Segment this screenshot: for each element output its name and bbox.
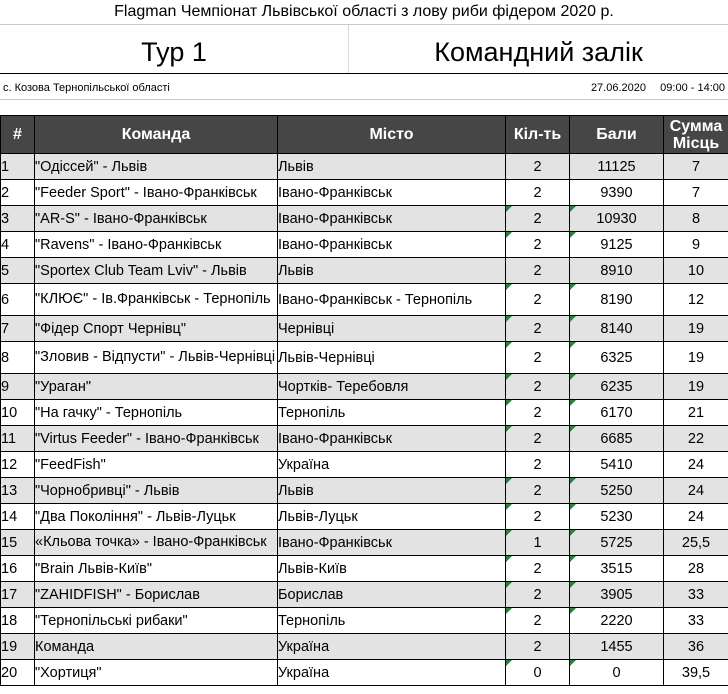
sheet-title: Flagman Чемпіонат Львівської області з лову риби фідером 2020 р. [0, 0, 728, 25]
cell-qty[interactable]: 2 [506, 232, 570, 258]
cell-city[interactable]: Україна [278, 452, 506, 478]
table-row [1, 530, 728, 556]
standings-title: Командний залік [434, 37, 643, 67]
table-row [1, 400, 728, 426]
cell-points[interactable]: 8190 [570, 284, 664, 316]
cell-places[interactable]: 8 [664, 206, 728, 232]
cell-points[interactable]: 6235 [570, 374, 664, 400]
cell-city[interactable]: Львів-Київ [278, 556, 506, 582]
cell-places[interactable]: 21 [664, 400, 728, 426]
cell-city[interactable]: Львів [278, 478, 506, 504]
cell-places[interactable]: 19 [664, 342, 728, 374]
cell-places[interactable]: 22 [664, 426, 728, 452]
cell-points[interactable]: 5250 [570, 478, 664, 504]
cell-points[interactable]: 5410 [570, 452, 664, 478]
cell-places[interactable]: 25,5 [664, 530, 728, 556]
cell-places[interactable]: 7 [664, 180, 728, 206]
table-row [1, 284, 728, 316]
cell-points[interactable]: 9390 [570, 180, 664, 206]
cell-num[interactable]: 7 [1, 316, 35, 342]
cell-num[interactable]: 3 [1, 206, 35, 232]
cell-places[interactable]: 28 [664, 556, 728, 582]
column-header-num[interactable]: # [1, 116, 35, 154]
cell-qty[interactable]: 2 [506, 154, 570, 180]
cell-num[interactable]: 2 [1, 180, 35, 206]
cell-places[interactable]: 7 [664, 154, 728, 180]
table-row [1, 582, 728, 608]
cell-qty[interactable]: 0 [506, 660, 570, 686]
table-row [1, 426, 728, 452]
column-header-qty[interactable]: Кіл-ть [506, 116, 570, 154]
cell-points[interactable]: 1455 [570, 634, 664, 660]
cell-qty[interactable]: 2 [506, 582, 570, 608]
cell-places[interactable]: 33 [664, 608, 728, 634]
cell-num[interactable]: 11 [1, 426, 35, 452]
cell-team[interactable]: "Чорнобривці" - Львів [35, 478, 278, 504]
table-row [1, 452, 728, 478]
cell-points[interactable]: 2220 [570, 608, 664, 634]
table-header-row [1, 116, 728, 154]
cell-city[interactable]: Тернопіль [278, 400, 506, 426]
table-row [1, 660, 728, 686]
cell-places[interactable]: 24 [664, 452, 728, 478]
cell-city[interactable]: Борислав [278, 582, 506, 608]
cell-points[interactable]: 9125 [570, 232, 664, 258]
table-row [1, 316, 728, 342]
cell-city[interactable]: Івано-Франківськ [278, 232, 506, 258]
cell-points[interactable]: 3515 [570, 556, 664, 582]
table-row [1, 608, 728, 634]
cell-num[interactable]: 1 [1, 154, 35, 180]
cell-num[interactable]: 14 [1, 504, 35, 530]
cell-team[interactable]: "КЛЮЄ" - Ів.Франківськ - Тернопіль [35, 284, 278, 316]
cell-qty[interactable]: 2 [506, 284, 570, 316]
cell-qty[interactable]: 2 [506, 478, 570, 504]
cell-points[interactable]: 0 [570, 660, 664, 686]
cell-team[interactable]: "Два Покоління" - Львів-Луцьк [35, 504, 278, 530]
cell-qty[interactable]: 2 [506, 504, 570, 530]
cell-city[interactable]: Львів-Чернівці [278, 342, 506, 374]
cell-city[interactable]: Львів [278, 258, 506, 284]
table-row [1, 556, 728, 582]
cell-team[interactable]: "Feeder Sport" - Івано-Франківськ [35, 180, 278, 206]
cell-places[interactable]: 19 [664, 374, 728, 400]
cell-team[interactable]: "Ураган" [35, 374, 278, 400]
cell-num[interactable]: 4 [1, 232, 35, 258]
cell-places[interactable]: 36 [664, 634, 728, 660]
cell-num[interactable]: 5 [1, 258, 35, 284]
cell-team[interactable]: "Ravens" - Івано-Франківськ [35, 232, 278, 258]
cell-num[interactable]: 16 [1, 556, 35, 582]
cell-num[interactable]: 17 [1, 582, 35, 608]
cell-city[interactable]: Тернопіль [278, 608, 506, 634]
cell-qty[interactable]: 2 [506, 374, 570, 400]
column-header-city[interactable]: Місто [278, 116, 506, 154]
cell-city[interactable]: Івано-Франківськ [278, 206, 506, 232]
cell-places[interactable]: 19 [664, 316, 728, 342]
cell-places[interactable]: 24 [664, 504, 728, 530]
cell-num[interactable]: 20 [1, 660, 35, 686]
event-info-row [0, 74, 728, 100]
cell-points[interactable]: 6325 [570, 342, 664, 374]
tour-label: Тур 1 [141, 37, 207, 67]
column-header-team[interactable]: Команда [35, 116, 278, 154]
cell-points[interactable]: 8910 [570, 258, 664, 284]
cell-num[interactable]: 10 [1, 400, 35, 426]
table-row [1, 258, 728, 284]
cell-qty[interactable]: 2 [506, 316, 570, 342]
cell-num[interactable]: 12 [1, 452, 35, 478]
cell-places[interactable]: 10 [664, 258, 728, 284]
cell-qty[interactable]: 2 [506, 206, 570, 232]
cell-team[interactable]: Команда [35, 634, 278, 660]
cell-team[interactable]: "На гачку" - Тернопіль [35, 400, 278, 426]
cell-qty[interactable]: 2 [506, 342, 570, 374]
cell-qty[interactable]: 2 [506, 556, 570, 582]
cell-team[interactable]: "Одіссей" - Львів [35, 154, 278, 180]
cell-places[interactable]: 33 [664, 582, 728, 608]
column-header-places[interactable]: Сумма Місць [664, 116, 728, 154]
table-row [1, 504, 728, 530]
table-row [1, 232, 728, 258]
cell-points[interactable]: 5230 [570, 504, 664, 530]
cell-team[interactable]: "Хортиця" [35, 660, 278, 686]
cell-city[interactable]: Чернівці [278, 316, 506, 342]
cell-qty[interactable]: 2 [506, 400, 570, 426]
cell-num[interactable]: 13 [1, 478, 35, 504]
cell-qty[interactable]: 2 [506, 608, 570, 634]
cell-city[interactable]: Україна [278, 634, 506, 660]
cell-team[interactable]: "Зловив - Відпусти" - Львів-Чернівці [35, 342, 278, 374]
cell-points[interactable]: 6685 [570, 426, 664, 452]
cell-num[interactable]: 15 [1, 530, 35, 556]
cell-num[interactable]: 6 [1, 284, 35, 316]
results-table [0, 115, 728, 686]
cell-city[interactable]: Львів-Луцьк [278, 504, 506, 530]
cell-places[interactable]: 39,5 [664, 660, 728, 686]
table-row [1, 374, 728, 400]
table-row [1, 206, 728, 232]
cell-qty[interactable]: 2 [506, 452, 570, 478]
cell-num[interactable]: 8 [1, 342, 35, 374]
cell-city[interactable]: Львів [278, 154, 506, 180]
cell-num[interactable]: 19 [1, 634, 35, 660]
cell-qty[interactable]: 1 [506, 530, 570, 556]
event-location: с. Козова Тернопільської області [3, 82, 170, 94]
cell-qty[interactable]: 2 [506, 258, 570, 284]
cell-city[interactable]: Україна [278, 660, 506, 686]
cell-num[interactable]: 9 [1, 374, 35, 400]
event-date: 27.06.2020 [590, 82, 646, 94]
cell-points[interactable]: 10930 [570, 206, 664, 232]
column-header-points[interactable]: Бали [570, 116, 664, 154]
header-row [0, 25, 728, 74]
cell-points[interactable]: 11125 [570, 154, 664, 180]
cell-qty[interactable]: 2 [506, 634, 570, 660]
cell-qty[interactable]: 2 [506, 426, 570, 452]
cell-team[interactable]: "FeedFish" [35, 452, 278, 478]
cell-num[interactable]: 18 [1, 608, 35, 634]
cell-city[interactable]: Івано-Франківськ [278, 180, 506, 206]
table-row [1, 180, 728, 206]
table-row [1, 342, 728, 374]
cell-places[interactable]: 24 [664, 478, 728, 504]
cell-city[interactable]: Івано-Франківськ [278, 426, 506, 452]
table-row [1, 634, 728, 660]
cell-team[interactable]: "Sportex Club Team Lviv" - Львів [35, 258, 278, 284]
table-row [1, 154, 728, 180]
cell-city[interactable]: Івано-Франківськ [278, 530, 506, 556]
cell-points[interactable]: 3905 [570, 582, 664, 608]
table-row [1, 478, 728, 504]
cell-qty[interactable]: 2 [506, 180, 570, 206]
cell-team[interactable]: "AR-S" - Івано-Франківськ [35, 206, 278, 232]
event-time: 09:00 - 14:00 [660, 82, 725, 94]
cell-team[interactable]: "Virtus Feeder" - Івано-Франківськ [35, 426, 278, 452]
cell-team[interactable]: "Тернопільські рибаки" [35, 608, 278, 634]
cell-points[interactable]: 8140 [570, 316, 664, 342]
table-body [1, 154, 728, 686]
cell-places[interactable]: 9 [664, 232, 728, 258]
cell-team[interactable]: "Brain Львів-Київ" [35, 556, 278, 582]
cell-team[interactable]: «Кльова точка» - Івано-Франківськ [35, 530, 278, 556]
cell-city[interactable]: Івано-Франківськ - Тернопіль [278, 284, 506, 316]
cell-places[interactable]: 12 [664, 284, 728, 316]
cell-points[interactable]: 5725 [570, 530, 664, 556]
cell-team[interactable]: "Фідер Спорт Чернівц" [35, 316, 278, 342]
cell-points[interactable]: 6170 [570, 400, 664, 426]
cell-team[interactable]: "ZAHIDFISH" - Борислав [35, 582, 278, 608]
cell-city[interactable]: Чортків- Теребовля [278, 374, 506, 400]
